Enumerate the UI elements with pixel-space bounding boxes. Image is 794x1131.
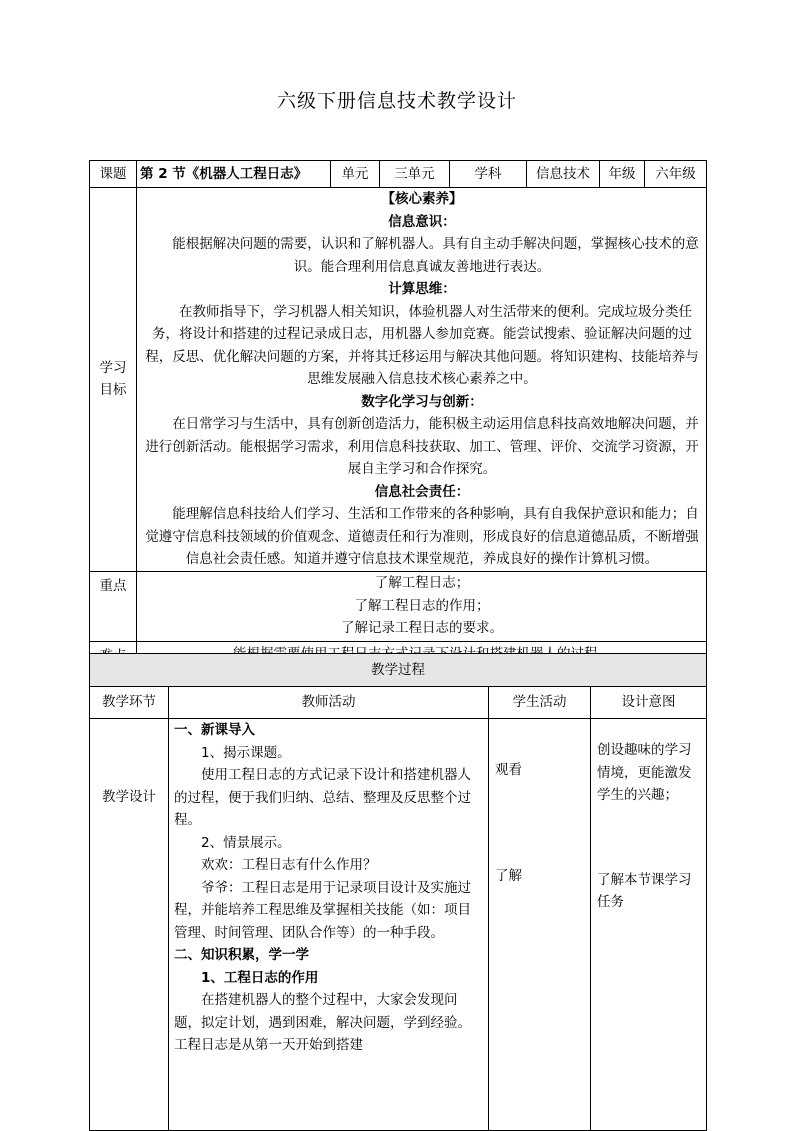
col-header-teacher: 教师活动 xyxy=(169,687,489,719)
page-title: 六级下册信息技术教学设计 xyxy=(276,90,517,112)
objectives-label-line2: 目标 xyxy=(99,382,127,399)
lesson-title: 第 2 节《机器人工程日志》 xyxy=(137,161,331,188)
key-point-item: 了解记录工程日志的要求。 xyxy=(341,620,503,637)
grade-value: 六年级 xyxy=(645,161,707,188)
topic-label: 课题 xyxy=(90,161,137,188)
core-literacy-heading: 【核心素养】 xyxy=(381,191,463,207)
process-band-heading: 教学过程 xyxy=(90,654,707,687)
design-intent-2: 了解本节课学习任务 xyxy=(597,871,692,910)
info-awareness-text: 能根据解决问题的需要，认识和了解机器人。具有自主动手解决问题，掌握核心技术的意识。能合理利用信息真诚友善地进行表达。 xyxy=(172,236,699,275)
section1-item1: 1、揭示课题。 xyxy=(201,744,291,761)
digital-learning-text: 在日常学习与生活中，具有创新创造活力，能积极主动运用信息科技高效地解决问题，并进行创新活动。能根据学习需求，利用信息科技获取、加工、管理、评价、交流学习资源，开展自主学习和合作探究。 xyxy=(145,416,699,477)
col-header-intent: 设计意图 xyxy=(591,687,707,719)
objectives-cell xyxy=(137,188,707,572)
lesson-info-table xyxy=(89,160,707,669)
section1-text1: 使用工程日志的方式记录下设计和搭建机器人的过程，便于我们归纳、总结、整理及反思整个过程。 xyxy=(174,767,471,828)
section2-text1: 在搭建机器人的整个过程中，大家会发现问题，拟定计划，遇到困难，解决问题，学到经验。工程日志是从第一天开始到搭建 xyxy=(174,992,471,1053)
design-intent-cell xyxy=(591,719,707,1131)
key-point-item: 了解工程日志； xyxy=(374,575,470,592)
student-activity-2: 了解 xyxy=(495,867,522,884)
col-header-stage: 教学环节 xyxy=(90,687,169,719)
social-responsibility-heading: 信息社会责任： xyxy=(374,483,470,500)
key-points-label: 重点 xyxy=(90,571,137,641)
col-header-student: 学生活动 xyxy=(489,687,591,719)
teacher-activity-cell xyxy=(169,719,489,1131)
student-activity-cell xyxy=(489,719,591,1131)
info-awareness-heading: 信息意识： xyxy=(388,213,456,230)
social-responsibility-text: 能理解信息科技给人们学习、生活和工作带来的各种影响，具有自我保护意识和能力；自觉遵守信息科技领域的价值观念、道德责任和行为准则，形成良好的信息道德品质，不断增强信息社会责任感。知道并遵守信息技术课堂规范，养成良好的操作计算机习惯。 xyxy=(145,506,699,567)
teaching-process-table xyxy=(89,653,707,1131)
student-activity-1: 观看 xyxy=(495,762,522,778)
stage-cell: 教学设计 xyxy=(90,719,169,1131)
key-point-item: 了解工程日志的作用； xyxy=(354,597,490,614)
key-points-cell xyxy=(137,571,707,641)
objectives-label-line1: 学习 xyxy=(99,359,127,376)
section1-answer: 爷爷：工程日志是用于记录项目设计及实施过程，并能培养工程思维及掌握相关技能（如：项目管理、时间管理、团队合作等）的一种手段。 xyxy=(174,879,471,941)
section1-heading: 一、新课导入 xyxy=(174,722,255,738)
digital-learning-heading: 数字化学习与创新： xyxy=(361,393,483,410)
section2-item1: 1、工程日志的作用 xyxy=(201,969,319,986)
objectives-label xyxy=(90,188,137,572)
grade-label: 年级 xyxy=(600,161,645,188)
unit-label: 单元 xyxy=(331,161,380,188)
section1-question: 欢欢：工程日志有什么作用？ xyxy=(201,857,377,873)
section1-item2: 2、情景展示。 xyxy=(201,834,291,851)
design-intent-1: 创设趣味的学习情境，更能激发学生的兴趣； xyxy=(597,742,692,803)
section2-heading: 二、知识积累，学一学 xyxy=(174,947,309,963)
computational-thinking-text: 在教师指导下，学习机器人相关知识，体验机器人对生活带来的便利。完成垃圾分类任务，将设计和搭建的过程记录成日志，用机器人参加竞赛。能尝试搜索、验证解决问题的过程，反思、优化解决问题的方案，并将其迁移运用与解决其他问题。将知识建构、技能培养与思维发展融入信息技术核心素养之中。 xyxy=(145,303,699,387)
unit-value: 三单元 xyxy=(380,161,450,188)
subject-value: 信息技术 xyxy=(527,161,600,188)
computational-thinking-heading: 计算思维： xyxy=(388,281,456,297)
subject-label: 学科 xyxy=(450,161,527,188)
